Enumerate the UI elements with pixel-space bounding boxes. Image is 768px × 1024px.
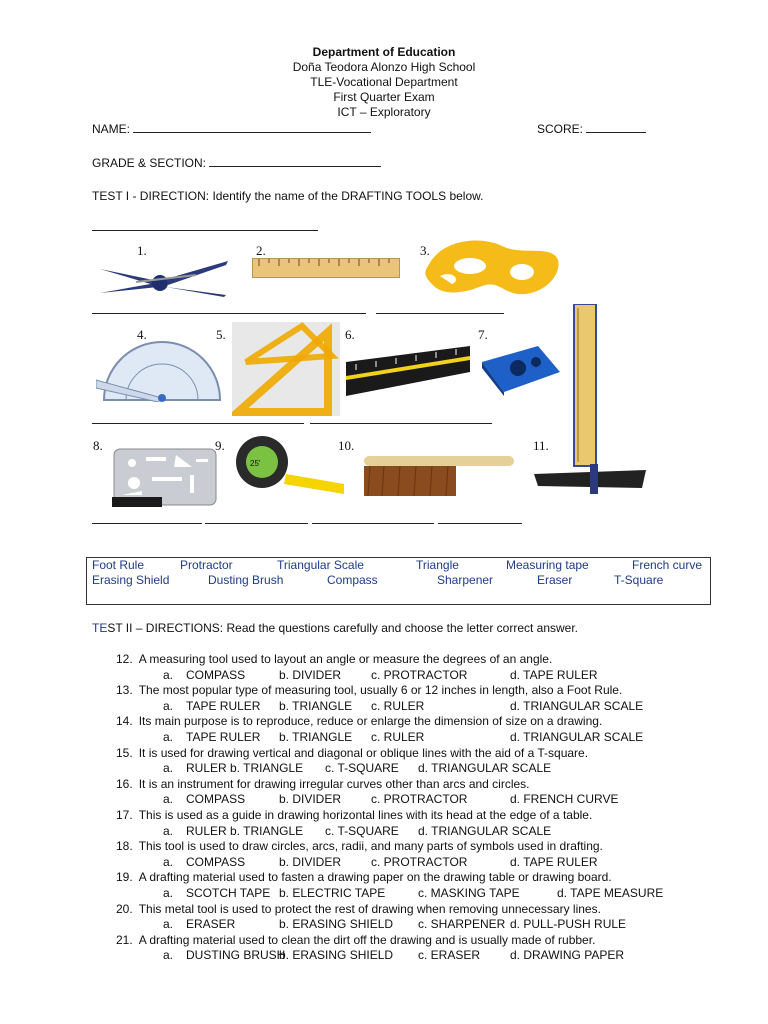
item-number-5: 5.: [216, 327, 226, 342]
answer-choice[interactable]: COMPASS: [186, 792, 246, 807]
choice-letter: a.: [163, 667, 174, 682]
answer-choice[interactable]: c. SHARPENER: [418, 917, 506, 932]
choice-letter: a.: [163, 823, 174, 838]
answer-choice[interactable]: c. PROTRACTOR: [371, 854, 468, 869]
question-text: [116, 746, 588, 760]
answer-line[interactable]: [310, 423, 492, 424]
answer-choice[interactable]: d. TRIANGULAR SCALE: [510, 729, 644, 744]
item-number-4: 4.: [137, 327, 147, 342]
score-blank[interactable]: [586, 121, 646, 133]
svg-text:25': 25': [250, 459, 261, 468]
t-square-image: [532, 304, 650, 494]
question-body: This is used as a guide in drawing horizontal lines with its head at the edge of a table.: [138, 808, 593, 822]
answer-choice[interactable]: b. DIVIDER: [279, 792, 342, 807]
item-number-1: 1.: [137, 243, 147, 258]
header-department-name: TLE-Vocational Department: [310, 75, 458, 89]
score-label: SCORE:: [537, 122, 584, 136]
answer-choice[interactable]: DUSTING BRUSH: [186, 948, 286, 963]
score-field[interactable]: [537, 121, 646, 136]
answer-choice[interactable]: d. TRIANGULAR SCALE: [418, 823, 552, 838]
word-bank-item: Foot Rule: [92, 558, 145, 572]
question-text: [116, 870, 612, 884]
header-school: Doña Teodora Alonzo High School: [292, 60, 476, 74]
item-number-11: 11.: [533, 438, 549, 453]
answer-choice[interactable]: c. PROTRACTOR: [371, 667, 468, 682]
question-body: A measuring tool used to layout an angle or measure the degrees of an angle.: [138, 652, 553, 666]
sharpener-image: [478, 342, 564, 398]
word-bank-item: Protractor: [180, 558, 233, 572]
test1-direction: TEST I - DIRECTION: Identify the name of the DRAFTING TOOLS below.: [92, 189, 484, 203]
compass-image: [96, 255, 230, 299]
answer-line[interactable]: [92, 523, 202, 524]
question-body: The most popular type of measuring tool, usually 6 or 12 inches in length, also a Foot Rule.: [138, 683, 623, 698]
answer-choice[interactable]: c. T-SQUARE: [325, 761, 399, 776]
answer-choice[interactable]: COMPASS: [186, 667, 246, 682]
choice-letter: a.: [163, 698, 174, 713]
protractor-image: [96, 340, 222, 402]
answer-choice[interactable]: c. RULER: [371, 729, 425, 744]
test2-direction: [92, 621, 578, 635]
word-bank-item: Triangle: [416, 558, 459, 572]
answer-choice[interactable]: c. RULER: [371, 698, 425, 713]
word-bank-item: Measuring tape: [506, 558, 589, 572]
choice-letter: a.: [163, 885, 174, 900]
question-text: [116, 933, 595, 947]
question-body: This metal tool is used to protect the rest of drawing when removing unnecessary lines.: [138, 901, 601, 916]
answer-choice[interactable]: b. ERASING SHIELD: [279, 917, 394, 932]
question-number: 14.: [116, 714, 133, 729]
answer-line[interactable]: [92, 313, 366, 314]
question-body: A drafting material used to fasten a drawing paper on the drawing table or drawing board.: [138, 870, 612, 885]
answer-choice[interactable]: c. ERASER: [418, 948, 481, 963]
answer-choice[interactable]: d. PULL-PUSH RULE: [510, 917, 627, 932]
answer-choice[interactable]: d. TAPE RULER: [510, 667, 598, 682]
answer-choice[interactable]: b. DIVIDER: [279, 667, 342, 682]
answer-choice[interactable]: TAPE RULER: [186, 729, 261, 744]
word-bank-item: Triangular Scale: [277, 558, 364, 572]
word-bank-item: Sharpener: [437, 573, 494, 587]
answer-line[interactable]: [92, 230, 318, 231]
question-text: [116, 839, 603, 853]
item-number-10: 10.: [338, 438, 355, 453]
answer-choice[interactable]: c. T-SQUARE: [325, 823, 399, 838]
choice-letter: a.: [163, 761, 174, 776]
word-bank-item: Eraser: [537, 573, 573, 587]
question-number: 19.: [116, 870, 133, 885]
measuring-tape-image: [232, 434, 348, 498]
question-number: 20.: [116, 901, 133, 916]
answer-choice[interactable]: d. TAPE RULER: [510, 854, 598, 869]
answer-choice[interactable]: d. TAPE MEASURE: [557, 885, 664, 900]
test2-direction-text: ST II – DIRECTIONS: Read the questions carefully and choose the letter correct answer.: [107, 621, 579, 635]
answer-choice[interactable]: d. TRIANGULAR SCALE: [510, 698, 644, 713]
answer-line[interactable]: [438, 523, 522, 524]
answer-choice[interactable]: c. PROTRACTOR: [371, 792, 468, 807]
item-number-9: 9.: [215, 438, 225, 453]
answer-choice[interactable]: RULER b. TRIANGLE: [186, 823, 304, 838]
answer-choice[interactable]: d. TRIANGULAR SCALE: [418, 761, 552, 776]
question-number: 18.: [116, 839, 133, 854]
answer-choice[interactable]: b. TRIANGLE: [279, 698, 353, 713]
choice-letter: a.: [163, 792, 174, 807]
word-bank-item: Erasing Shield: [92, 573, 170, 587]
item-number-6: 6.: [345, 327, 355, 342]
question-body: It is used for drawing vertical and diagonal or oblique lines with the aid of a T-square.: [138, 745, 589, 760]
question-number: 12.: [116, 652, 133, 666]
question-text: [116, 683, 622, 697]
erasing-shield-image: [112, 447, 218, 507]
grade-section-blank[interactable]: [209, 155, 381, 167]
header-exam: First Quarter Exam: [333, 90, 435, 104]
answer-choice[interactable]: ERASER: [186, 917, 236, 932]
item-number-8: 8.: [93, 438, 103, 453]
choice-letter: a.: [163, 854, 174, 869]
item-number-3: 3.: [420, 243, 430, 258]
question-text: [116, 902, 601, 916]
answer-line[interactable]: [92, 423, 304, 424]
answer-line[interactable]: [312, 523, 434, 524]
dusting-brush-image: [360, 452, 518, 498]
word-bank-item: T-Square: [614, 573, 664, 587]
test2-direction-prefix: TE: [92, 621, 108, 635]
question-text: [116, 714, 602, 728]
question-text: [116, 652, 552, 666]
name-field[interactable]: [92, 121, 371, 136]
question-number: 13.: [116, 683, 133, 698]
choice-letter: a.: [163, 948, 174, 963]
word-bank-item: Compass: [327, 573, 378, 587]
question-body: It is an instrument for drawing irregular curves other than arcs and circles.: [138, 776, 530, 791]
answer-choice[interactable]: c. MASKING TAPE: [418, 885, 520, 900]
triangular-scale-image: [346, 342, 472, 400]
triangle-image: [232, 322, 340, 416]
answer-choice[interactable]: b. ERASING SHIELD: [279, 948, 394, 963]
question-number: 16.: [116, 776, 133, 791]
word-bank-item: French curve: [632, 558, 703, 572]
answer-choice[interactable]: TAPE RULER: [186, 698, 261, 713]
question-body: A drafting material used to clean the dirt off the drawing and is usually made of rubber.: [138, 932, 596, 947]
item-number-2: 2.: [256, 243, 266, 258]
answer-choice[interactable]: COMPASS: [186, 854, 246, 869]
answer-choice[interactable]: b. ELECTRIC TAPE: [279, 885, 386, 900]
name-label: NAME:: [92, 122, 131, 136]
answer-choice[interactable]: d. DRAWING PAPER: [510, 948, 625, 963]
choice-letter: a.: [163, 729, 174, 744]
answer-choice[interactable]: RULER b. TRIANGLE: [186, 761, 304, 776]
grade-section-field[interactable]: [92, 155, 381, 170]
header-subject: ICT – Exploratory: [337, 105, 431, 119]
question-text: [116, 808, 592, 822]
answer-choice[interactable]: b. DIVIDER: [279, 854, 342, 869]
answer-choice[interactable]: b. TRIANGLE: [279, 729, 353, 744]
question-body: Its main purpose is to reproduce, reduce or enlarge the dimension of size on a drawing.: [138, 714, 603, 729]
question-number: 21.: [116, 932, 133, 947]
item-number-7: 7.: [478, 327, 488, 342]
choice-letter: a.: [163, 917, 174, 932]
question-body: This tool is used to draw circles, arcs, radii, and many parts of symbols used in drafting.: [138, 839, 603, 854]
question-text: [116, 777, 530, 791]
answer-line[interactable]: [376, 313, 504, 314]
name-blank[interactable]: [133, 121, 371, 133]
french-curve-image: [422, 236, 562, 300]
answer-choice[interactable]: SCOTCH TAPE: [186, 885, 271, 900]
question-number: 17.: [116, 808, 133, 822]
grade-section-label: GRADE & SECTION:: [92, 156, 207, 170]
answer-choice[interactable]: d. FRENCH CURVE: [510, 792, 619, 807]
word-bank-item: Dusting Brush: [208, 573, 284, 587]
answer-line[interactable]: [205, 523, 308, 524]
header-department: Department of Education: [312, 45, 456, 59]
question-number: 15.: [116, 745, 133, 760]
foot-rule-image: [252, 258, 400, 278]
